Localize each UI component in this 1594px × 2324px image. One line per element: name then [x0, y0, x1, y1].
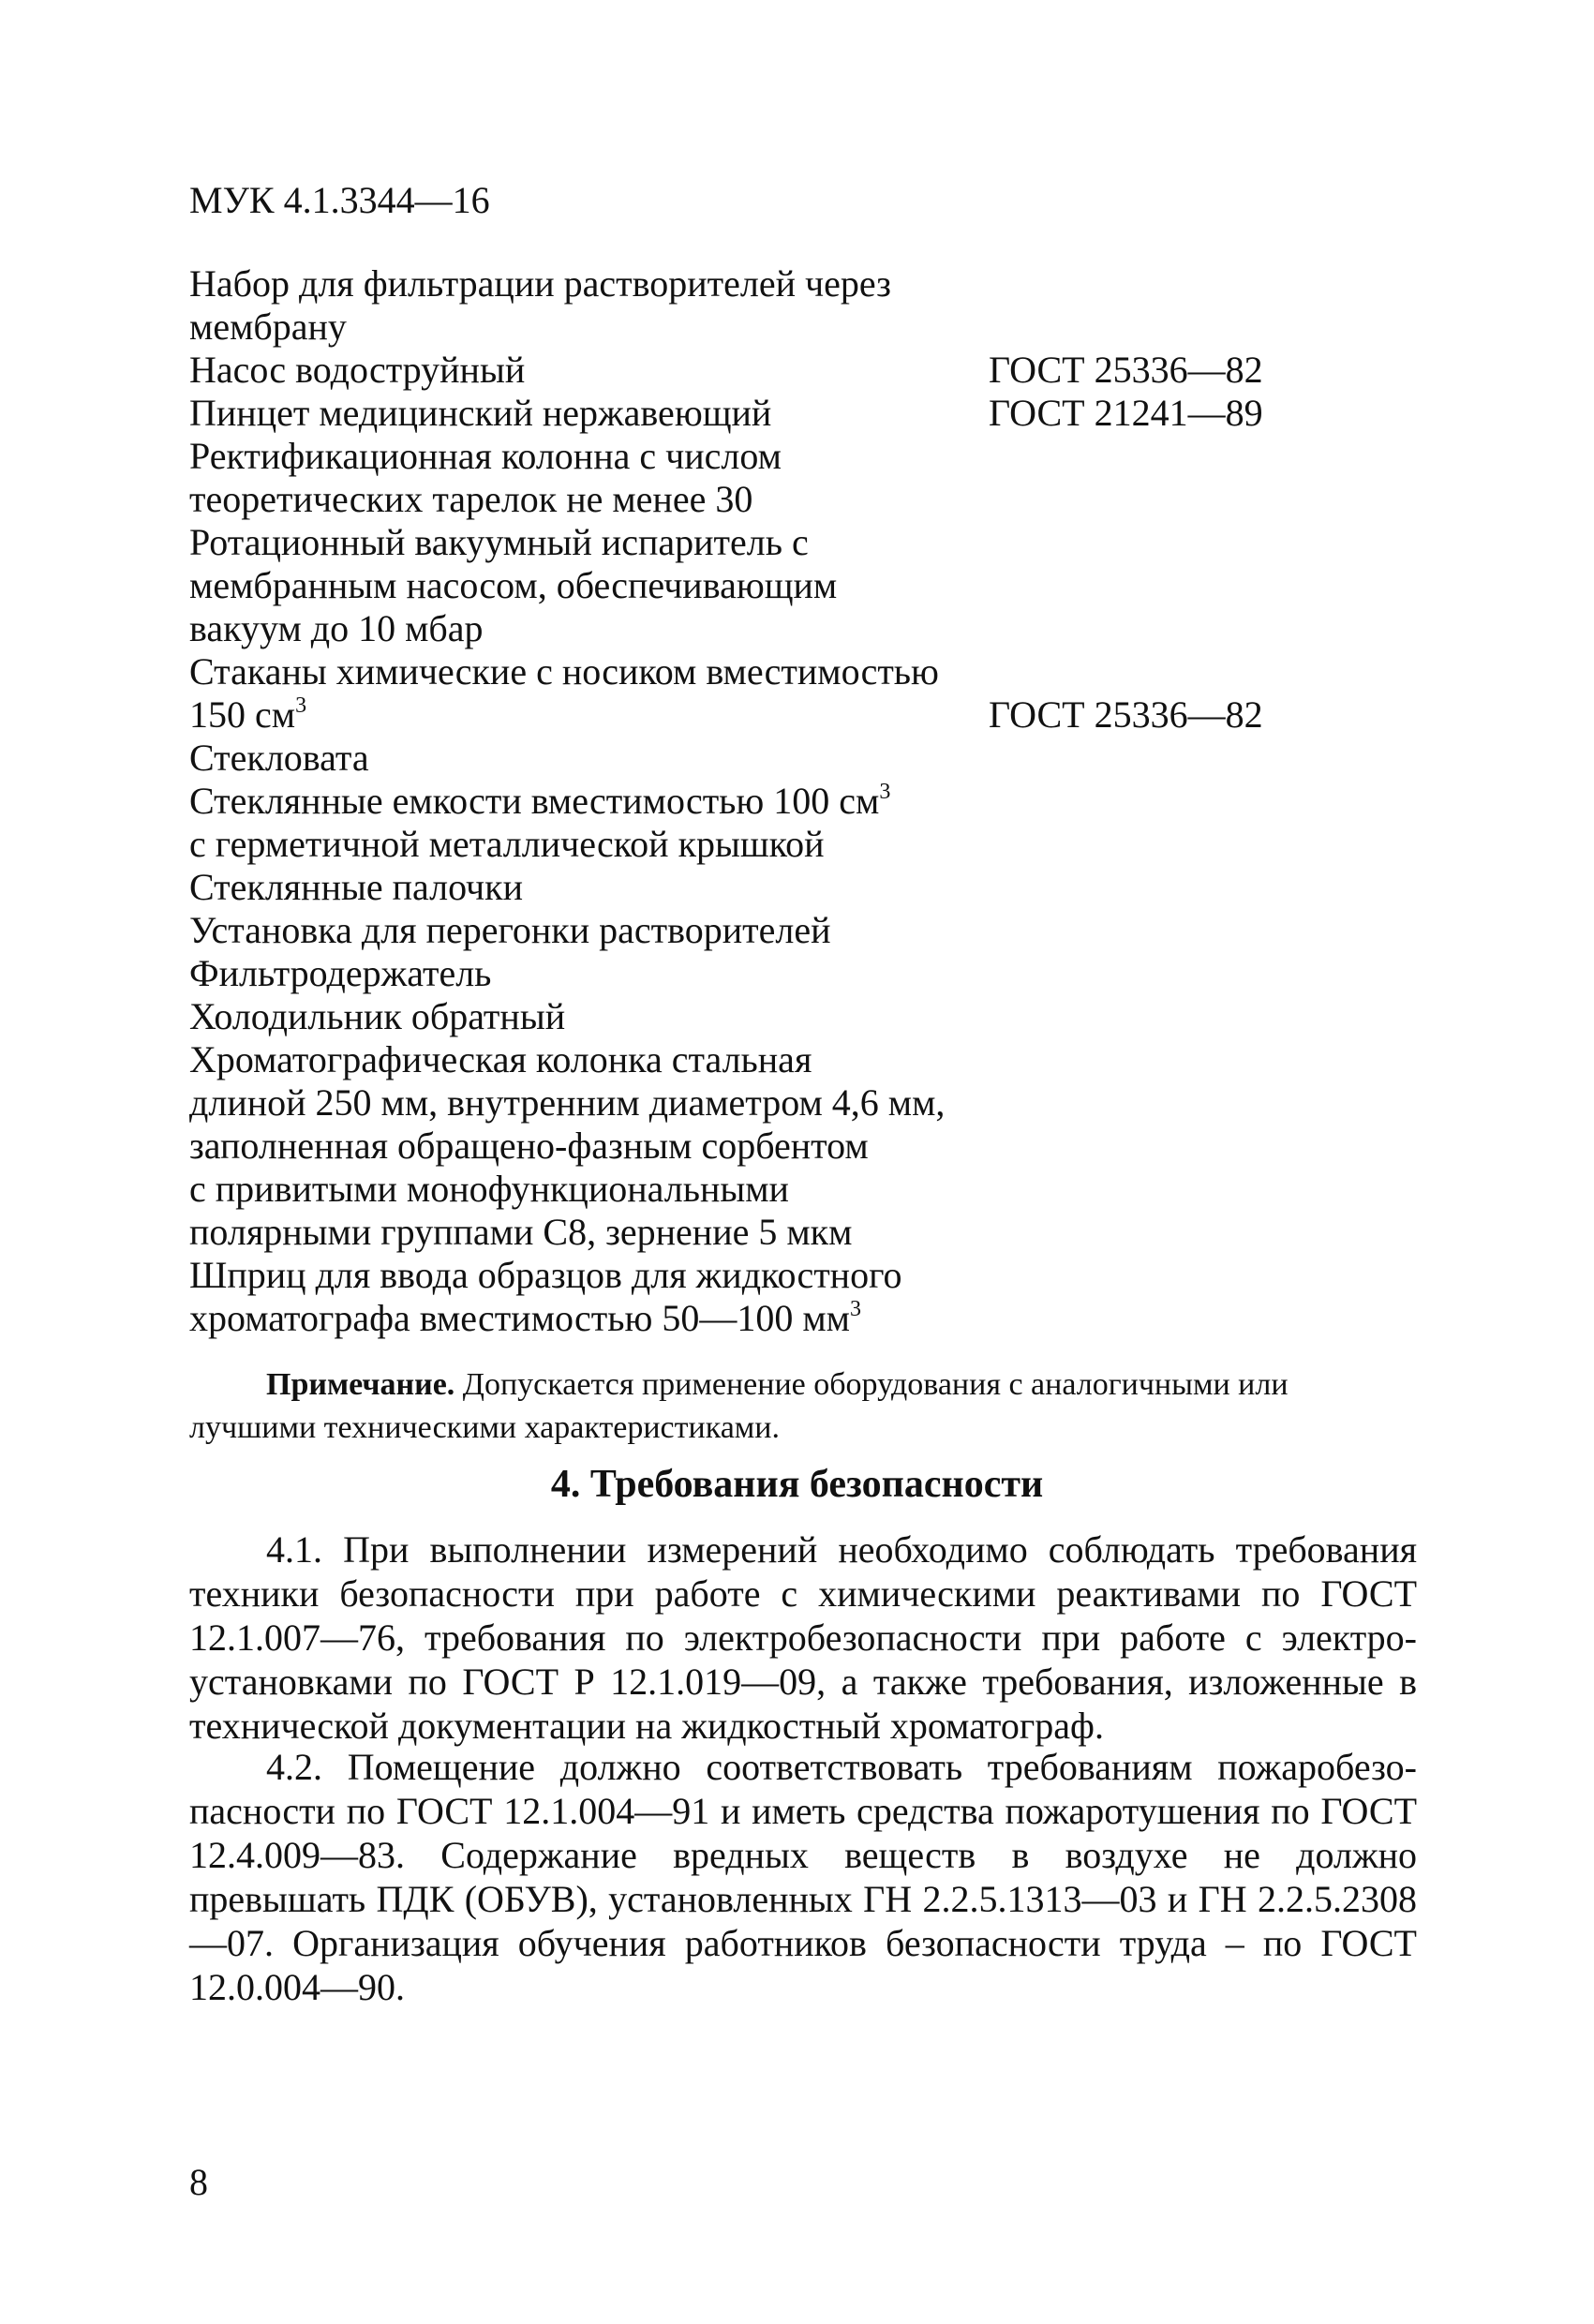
equipment-gost: ГОСТ 21241—89: [989, 392, 1263, 434]
superscript: 3: [295, 693, 307, 718]
equipment-name: теоретических тарелок не менее 30: [189, 478, 753, 520]
equipment-name: Стаканы химические с носиком вместимостью: [189, 650, 939, 693]
equipment-row: [189, 693, 1295, 737]
equipment-name: Набор для фильтрации растворителей через: [189, 262, 891, 305]
equipment-name: мембрану: [189, 305, 347, 348]
equipment-name: заполненная обращено-фазным сорбентом: [189, 1125, 869, 1167]
equipment-name: Стеклянные емкости вместимостью 100 $см^3$: [189, 780, 891, 822]
equipment-list: [189, 262, 1295, 1340]
equipment-name: Фильтродержатель: [189, 952, 492, 994]
equipment-row: [189, 392, 1295, 435]
equipment-name: Стеклянные палочки: [189, 866, 524, 908]
equipment-row: [189, 952, 1295, 995]
equipment-name: Холодильник обратный: [189, 995, 566, 1037]
page-number: 8: [189, 2161, 208, 2203]
equipment-row: [189, 262, 1295, 305]
equipment-row: [189, 435, 1295, 478]
equipment-row: [189, 650, 1295, 693]
note-label: Примечание.: [266, 1367, 455, 1402]
equipment-name: Шприц для ввода образцов для жидкостного: [189, 1254, 902, 1296]
equipment-row: [189, 1297, 1295, 1340]
superscript: 3: [849, 1297, 861, 1321]
equipment-row: [189, 1168, 1295, 1211]
equipment-row: [189, 349, 1295, 392]
equipment-row: [189, 305, 1295, 349]
section-paragraph: 4.2. Помещение должно соответствовать требованиям пожаробезо-пасности по ГОСТ 12.1.004—91 и иметь средства пожаротушения по ГОСТ 12.4.009—83. Содержание вредных веществ в воздухе не должно превышать ПДК (ОБУВ), установленных ГН 2.2.5.1313—03 и ГН 2.2.5.2308—07. Организация обучения работников безопасности труда – по ГОСТ 12.0.004—90.: [189, 1746, 1417, 2008]
equipment-row: [189, 995, 1295, 1038]
document-code-header: МУК 4.1.3344—16: [189, 179, 490, 221]
equipment-name: вакуум до 10 мбар: [189, 607, 484, 649]
equipment-row: [189, 564, 1295, 607]
equipment-row: [189, 607, 1295, 650]
equipment-name: хроматографа вместимостью 50—100 $мм^3$: [189, 1297, 861, 1339]
equipment-row: [189, 1211, 1295, 1254]
equipment-gost: ГОСТ 25336—82: [989, 693, 1263, 736]
equipment-name: с привитыми монофункциональными: [189, 1168, 789, 1210]
superscript: 3: [879, 780, 891, 804]
equipment-row: [189, 1038, 1295, 1081]
equipment-name: Стекловата: [189, 737, 369, 779]
equipment-row: [189, 1254, 1295, 1297]
equipment-note: [189, 1363, 1417, 1450]
equipment-name: 150 $см^3$: [189, 693, 307, 736]
equipment-name: полярными группами С8, зернение 5 мкм: [189, 1211, 853, 1253]
equipment-row: [189, 780, 1295, 823]
equipment-row: [189, 909, 1295, 952]
section-title: 4. Требования безопасности: [550, 1463, 1044, 1506]
equipment-name: Установка для перегонки растворителей: [189, 909, 831, 951]
equipment-name: мембранным насосом, обеспечивающим: [189, 564, 838, 606]
equipment-row: [189, 823, 1295, 866]
equipment-name: Насос водоструйный: [189, 349, 526, 391]
equipment-row: [189, 737, 1295, 780]
equipment-row: [189, 1125, 1295, 1168]
note-text: Допускается применение оборудования с аналогичными или лучшими техническими характеристиками.: [189, 1367, 1289, 1445]
equipment-name: Ректификационная колонна с числом: [189, 435, 782, 477]
section-paragraph: 4.1. При выполнении измерений необходимо соблюдать требования техники безопасности при работе с химическими реактивами по ГОСТ 12.1.007—76, требования по электробезопасности при работе с электро-установками по ГОСТ Р 12.1.019—09, а также требования, изложенные в технической документации на жидкостный хроматограф.: [189, 1528, 1417, 1747]
equipment-row: [189, 866, 1295, 909]
equipment-row: [189, 521, 1295, 564]
equipment-name: Хроматографическая колонка стальная: [189, 1038, 812, 1080]
equipment-row: [189, 478, 1295, 521]
equipment-name: Пинцет медицинский нержавеющий: [189, 392, 772, 434]
equipment-gost: ГОСТ 25336—82: [989, 349, 1263, 391]
equipment-name: длиной 250 мм, внутренним диаметром 4,6 мм,: [189, 1081, 946, 1124]
equipment-name: с герметичной металлической крышкой: [189, 823, 825, 865]
equipment-name: Ротационный вакуумный испаритель с: [189, 521, 809, 563]
equipment-row: [189, 1081, 1295, 1125]
